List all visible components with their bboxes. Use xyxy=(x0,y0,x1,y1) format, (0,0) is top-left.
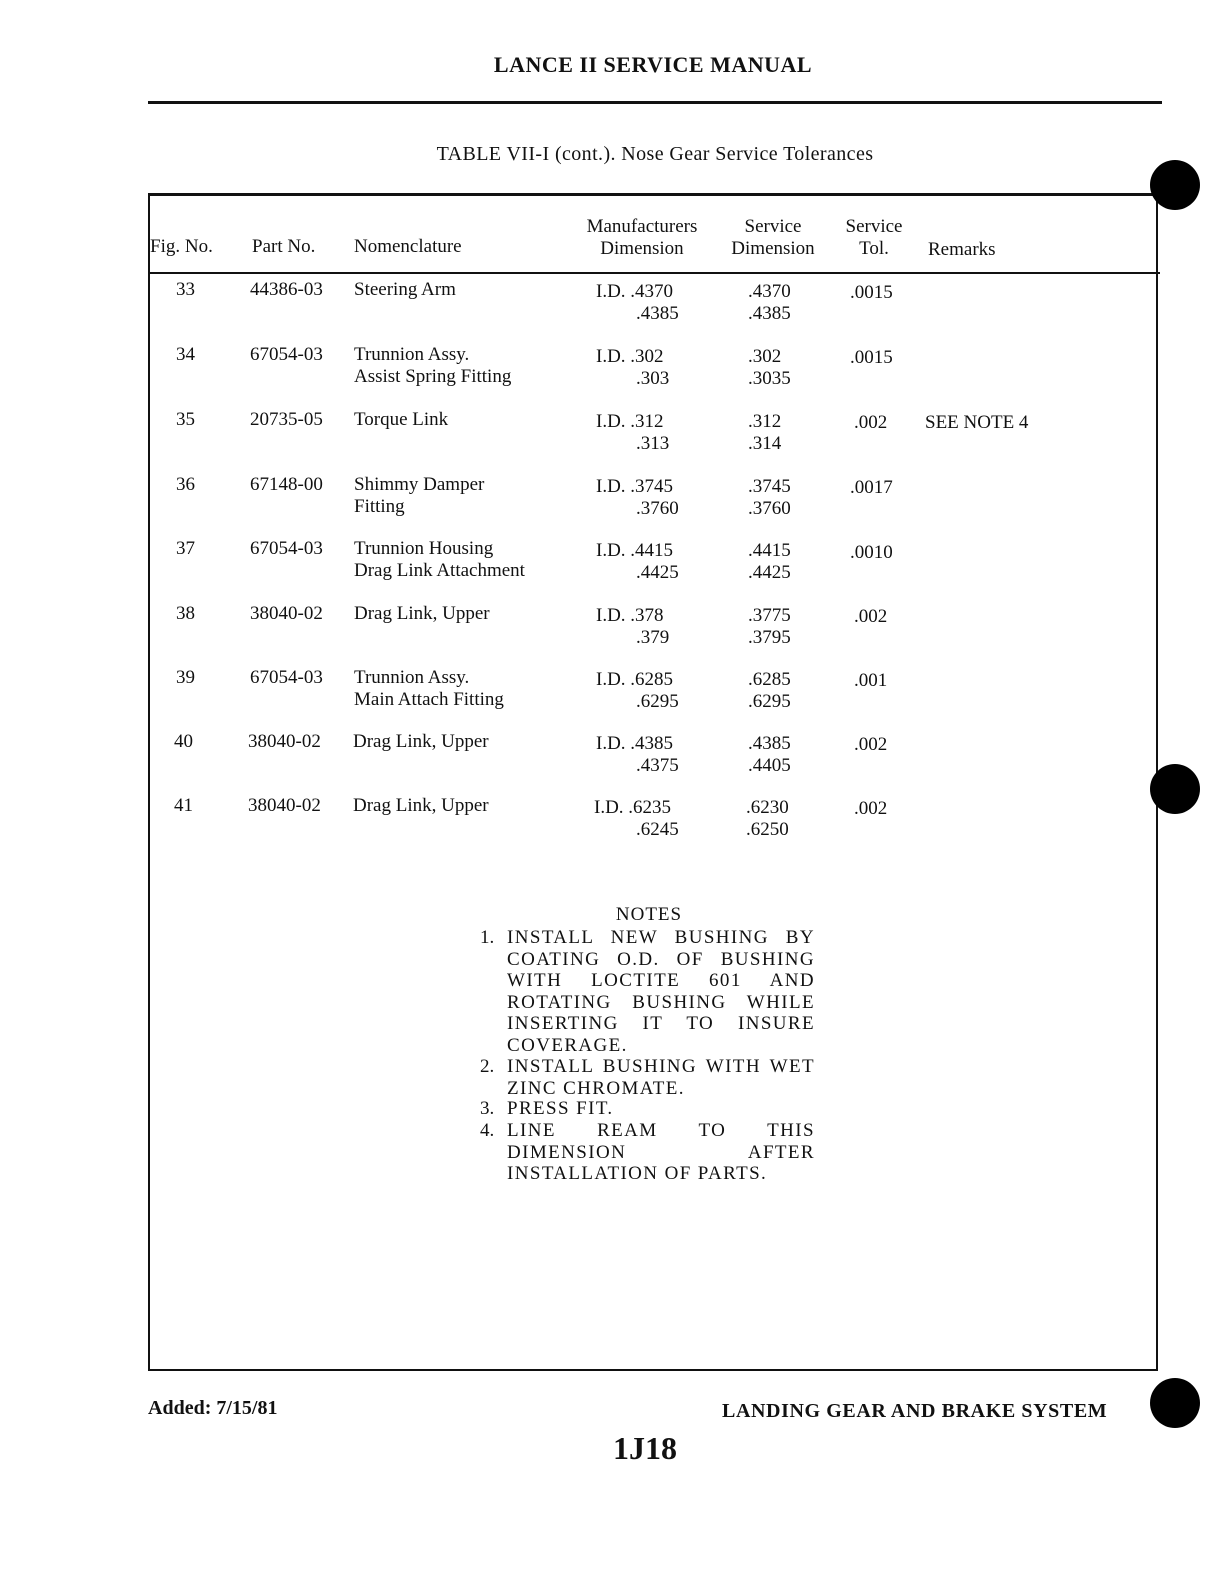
mfr-dimension-line2: .4425 xyxy=(636,562,679,583)
nomenclature: Steering Arm xyxy=(354,279,456,300)
service-tol: .002 xyxy=(854,606,888,627)
part-no: 67054-03 xyxy=(250,344,323,365)
nomenclature-line2: Assist Spring Fitting xyxy=(354,366,512,387)
binder-hole-middle xyxy=(1150,764,1200,814)
mfr-dimension-line2: .4385 xyxy=(636,303,679,324)
fig-no: 35 xyxy=(176,409,195,430)
service-dimension: .312 xyxy=(748,411,782,432)
fig-no: 41 xyxy=(174,795,193,816)
mfr-dimension: I.D. .3745 xyxy=(596,476,674,497)
service-dimension-line2: .3795 xyxy=(748,627,791,648)
fig-no: 37 xyxy=(176,538,195,559)
note-1-text: INSTALL NEW BUSHING BY COATING O.D. OF BUSHING WITH LOCTITE 601 AND ROTATING BUSHING WHILE INSERTING IT TO INSURE COVERAGE. xyxy=(507,927,815,1056)
service-tol: .002 xyxy=(854,798,888,819)
part-no: 20735-05 xyxy=(250,409,323,430)
col-header-service-dimension xyxy=(718,216,828,260)
note-1-number: 1. xyxy=(480,927,495,948)
service-tol: .0015 xyxy=(850,347,893,368)
nomenclature: Drag Link, Upper xyxy=(353,795,489,816)
fig-no: 38 xyxy=(176,603,195,624)
nomenclature-line2: Drag Link Attachment xyxy=(354,560,525,581)
mfr-dimension-line2: .4375 xyxy=(636,755,679,776)
mfr-dimension: I.D. .4370 xyxy=(596,281,674,302)
part-no: 67054-03 xyxy=(250,667,323,688)
col-header-svc-line2: Dimension xyxy=(731,238,815,259)
fig-no: 40 xyxy=(174,731,193,752)
col-header-nomenclature: Nomenclature xyxy=(354,236,462,257)
mfr-dimension: I.D. .6285 xyxy=(596,669,674,690)
note-2-number: 2. xyxy=(480,1056,495,1077)
nomenclature: Trunnion Assy. xyxy=(354,344,470,365)
fig-no: 34 xyxy=(176,344,195,365)
service-tol: .001 xyxy=(854,670,888,691)
service-dimension-line2: .4385 xyxy=(748,303,791,324)
service-dimension: .4370 xyxy=(748,281,791,302)
header-row-rule xyxy=(148,272,1160,274)
fig-no: 33 xyxy=(176,279,195,300)
note-3-text: PRESS FIT. xyxy=(507,1098,614,1119)
mfr-dimension: I.D. .302 xyxy=(596,346,664,367)
section-title: LANDING GEAR AND BRAKE SYSTEM xyxy=(722,1400,1108,1422)
note-2-text: INSTALL BUSHING WITH WET ZINC CHROMATE. xyxy=(507,1056,815,1099)
service-dimension: .4385 xyxy=(748,733,791,754)
service-tol: .0015 xyxy=(850,282,893,303)
service-dimension-line2: .4425 xyxy=(748,562,791,583)
notes-heading: NOTES xyxy=(615,904,683,925)
part-no: 44386-03 xyxy=(250,279,323,300)
binder-hole-top xyxy=(1150,160,1200,210)
nomenclature: Trunnion Assy. xyxy=(354,667,470,688)
part-no: 67148-00 xyxy=(250,474,323,495)
fig-no: 36 xyxy=(176,474,195,495)
col-header-part-no: Part No. xyxy=(252,236,316,257)
service-dimension: .3745 xyxy=(748,476,791,497)
service-dimension: .6285 xyxy=(748,669,791,690)
nomenclature: Torque Link xyxy=(354,409,449,430)
nomenclature: Drag Link, Upper xyxy=(353,731,489,752)
service-tol: .0017 xyxy=(850,477,893,498)
service-tol: .0010 xyxy=(850,542,893,563)
service-tol: .002 xyxy=(854,412,888,433)
service-dimension-line2: .6295 xyxy=(748,691,791,712)
service-dimension-line2: .3035 xyxy=(748,368,791,389)
col-header-service-tol xyxy=(834,216,914,260)
manual-title: LANCE II SERVICE MANUAL xyxy=(493,52,813,77)
col-header-tol-line2: Tol. xyxy=(859,238,889,259)
service-dimension: .302 xyxy=(748,346,782,367)
note-4-text: LINE REAM TO THIS DIMENSION AFTER INSTALLATION OF PARTS. xyxy=(507,1120,815,1184)
service-tol: .002 xyxy=(854,734,888,755)
page-number: 1J18 xyxy=(613,1430,677,1466)
mfr-dimension-line2: .6295 xyxy=(636,691,679,712)
service-dimension: .6230 xyxy=(746,797,789,818)
part-no: 38040-02 xyxy=(250,603,323,624)
col-header-mfr-line2: Dimension xyxy=(600,238,684,259)
mfr-dimension: I.D. .312 xyxy=(596,411,664,432)
fig-no: 39 xyxy=(176,667,195,688)
added-date: Added: 7/15/81 xyxy=(148,1397,278,1419)
col-header-remarks: Remarks xyxy=(928,239,996,260)
mfr-dimension-line2: .303 xyxy=(636,368,670,389)
service-dimension-line2: .3760 xyxy=(748,498,791,519)
note-3-number: 3. xyxy=(480,1098,495,1119)
nomenclature: Trunnion Housing xyxy=(354,538,494,559)
service-dimension-line2: .4405 xyxy=(748,755,791,776)
nomenclature: Shimmy Damper xyxy=(354,474,485,495)
remarks: SEE NOTE 4 xyxy=(925,412,1029,433)
mfr-dimension: I.D. .4415 xyxy=(596,540,674,561)
mfr-dimension-line2: .313 xyxy=(636,433,670,454)
mfr-dimension-line2: .379 xyxy=(636,627,670,648)
col-header-svc-line1: Service xyxy=(744,216,802,237)
mfr-dimension: I.D. .4385 xyxy=(596,733,674,754)
mfr-dimension-line2: .6245 xyxy=(636,819,679,840)
service-dimension-line2: .314 xyxy=(748,433,782,454)
service-dimension-line2: .6250 xyxy=(746,819,789,840)
mfr-dimension: I.D. .6235 xyxy=(594,797,672,818)
nomenclature-line2: Main Attach Fitting xyxy=(354,689,504,710)
col-header-fig-no: Fig. No. xyxy=(150,236,213,257)
col-header-mfr-dimension xyxy=(572,216,712,260)
note-4-number: 4. xyxy=(480,1120,495,1141)
mfr-dimension: I.D. .378 xyxy=(596,605,664,626)
header-rule xyxy=(148,101,1162,104)
part-no: 67054-03 xyxy=(250,538,323,559)
nomenclature-line2: Fitting xyxy=(354,496,405,517)
col-header-mfr-line1: Manufacturers xyxy=(586,216,698,237)
nomenclature: Drag Link, Upper xyxy=(354,603,490,624)
service-dimension: .4415 xyxy=(748,540,791,561)
binder-hole-bottom xyxy=(1150,1378,1200,1428)
mfr-dimension-line2: .3760 xyxy=(636,498,679,519)
part-no: 38040-02 xyxy=(248,731,321,752)
table-title: TABLE VII-I (cont.). Nose Gear Service Tolerances xyxy=(436,143,874,165)
col-header-tol-line1: Service xyxy=(845,216,903,237)
part-no: 38040-02 xyxy=(248,795,321,816)
service-dimension: .3775 xyxy=(748,605,791,626)
